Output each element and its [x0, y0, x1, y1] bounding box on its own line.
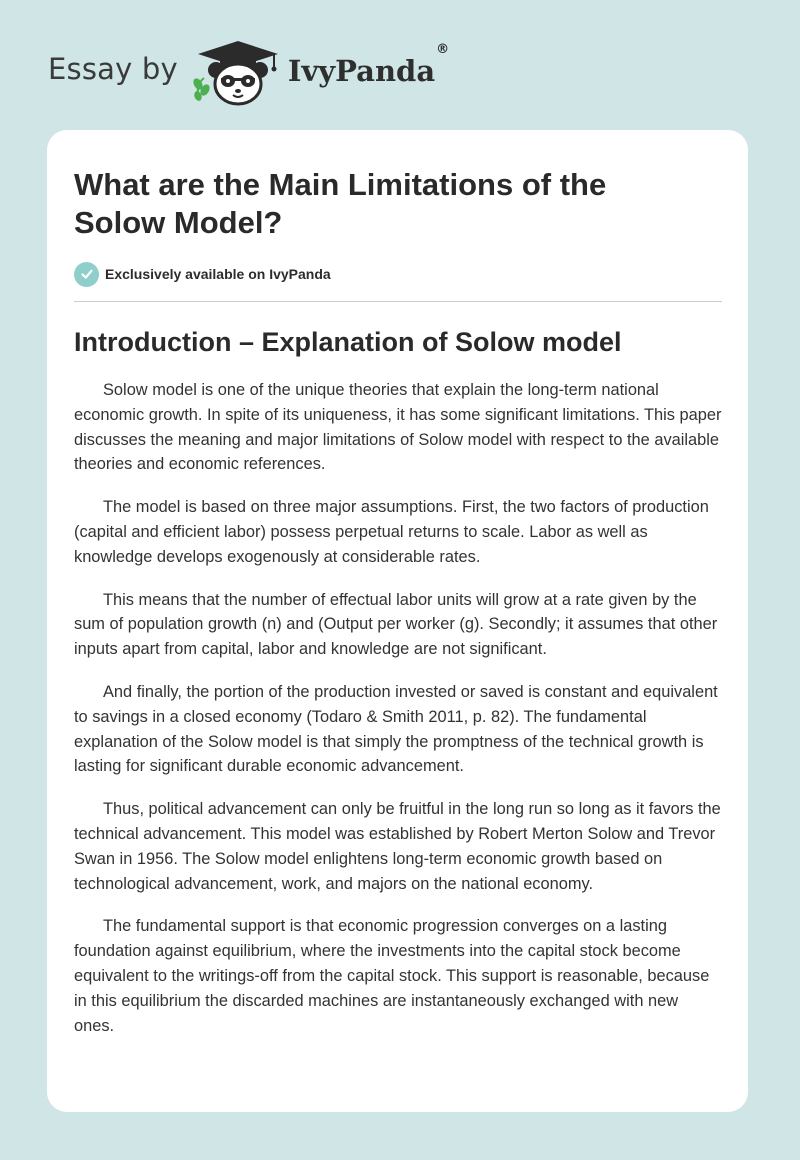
check-icon — [74, 262, 99, 287]
registered-mark: ® — [436, 42, 450, 57]
section-heading: Introduction – Explanation of Solow model — [74, 327, 622, 357]
panda-logo-icon[interactable] — [192, 38, 284, 108]
essay-card — [47, 130, 748, 1112]
paragraph: Thus, political advancement can only be fruitful in the long run so long as it favors the technical advancement. This model was established by Robert Merton Solow and Trevor Swan in 1956. The Solow model enlightens long-term economic growth based on technological advancement, work, and majors on the national economy. — [74, 800, 721, 893]
paragraph: The fundamental support is that economic progression converges on a lasting foundation against equilibrium, where the investments into the capital stock become equivalent to the writings-off from the capital stock. This support is reasonable, because in this equilibrium the discarded machines are instantaneously exchanged with new ones. — [74, 917, 710, 1035]
essay-by-label: Essay by — [48, 52, 178, 86]
brand-name[interactable] — [287, 42, 450, 88]
badge-text: Exclusively available on IvyPanda — [105, 266, 331, 282]
essay-title: What are the Main Limitations of the Solow Model? — [74, 167, 607, 240]
brand-name-text: IvyPanda — [287, 54, 436, 88]
paragraph: The model is based on three major assumptions. First, the two factors of production (capital and efficient labor) possess perpetual returns to scale. Labor as well as knowledge develops exogenously at considerable rates. — [74, 498, 709, 566]
site-header — [48, 38, 449, 108]
paragraph: And finally, the portion of the production invested or saved is constant and equivalent to savings in a closed economy (Todaro & Smith 2011, p. 82). The fundamental explanation of the Solow model is that simply the promptness of the technical growth is lasting for significant durable economic advancement. — [74, 682, 718, 776]
divider — [74, 301, 722, 302]
paragraph: Solow model is one of the unique theories that explain the long-term national economic growth. In spite of its uniqueness, it has some significant limitations. This paper discusses the meaning and major limitations of Solow model with respect to the available theories and economic references. — [74, 381, 722, 474]
exclusive-badge — [74, 259, 722, 289]
paragraph: This means that the number of effectual labor units will grow at a rate given by the sum of population growth (n) and (Output per worker (g). Secondly; it assumes that other inputs apart from capital, labor and knowledge are not significant. — [74, 590, 718, 659]
